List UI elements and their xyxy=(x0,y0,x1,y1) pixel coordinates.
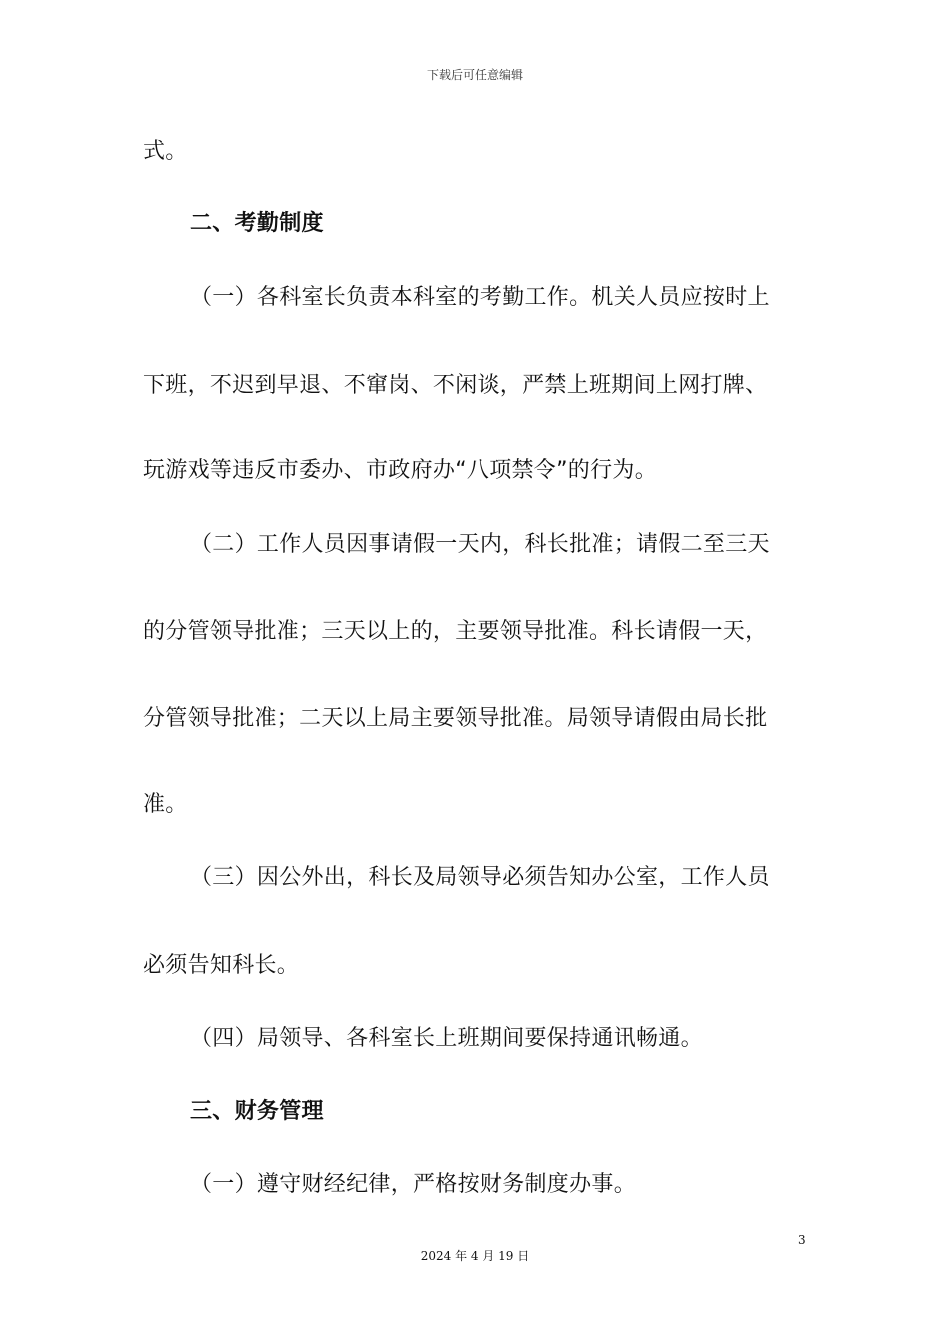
paragraph-line: 分管领导批准；二天以上局主要领导批准。局领导请假由局长批 xyxy=(143,706,768,731)
paragraph-line: （四）局领导、各科室长上班期间要保持通讯畅通。 xyxy=(190,1026,703,1051)
paragraph-line: 式。 xyxy=(143,139,188,164)
page-header: 下载后可任意编辑 xyxy=(426,68,523,82)
paragraph-line: 必须告知科长。 xyxy=(143,953,300,978)
section-heading-finance: 三、财务管理 xyxy=(190,1099,324,1124)
paragraph-line: （三）因公外出，科长及局领导必须告知办公室，工作人员 xyxy=(190,865,770,890)
paragraph-line: （二）工作人员因事请假一天内，科长批准；请假二至三天 xyxy=(190,532,770,557)
paragraph-line: （一）各科室长负责本科室的考勤工作。机关人员应按时上 xyxy=(190,285,770,310)
footer-date: 2024 年 4 月 19 日 xyxy=(420,1249,530,1263)
paragraph-line: 下班，不迟到早退、不窜岗、不闲谈，严禁上班期间上网打牌、 xyxy=(143,373,768,398)
paragraph-line: 的分管领导批准；三天以上的，主要领导批准。科长请假一天， xyxy=(143,619,768,644)
paragraph-line: 玩游戏等违反市委办、市政府办“八项禁令”的行为。 xyxy=(143,458,657,483)
section-heading-attendance: 二、考勤制度 xyxy=(190,211,324,236)
page-number: 3 xyxy=(798,1233,806,1247)
paragraph-line: （一）遵守财经纪律，严格按财务制度办事。 xyxy=(190,1172,637,1197)
paragraph-line: 准。 xyxy=(143,792,188,817)
